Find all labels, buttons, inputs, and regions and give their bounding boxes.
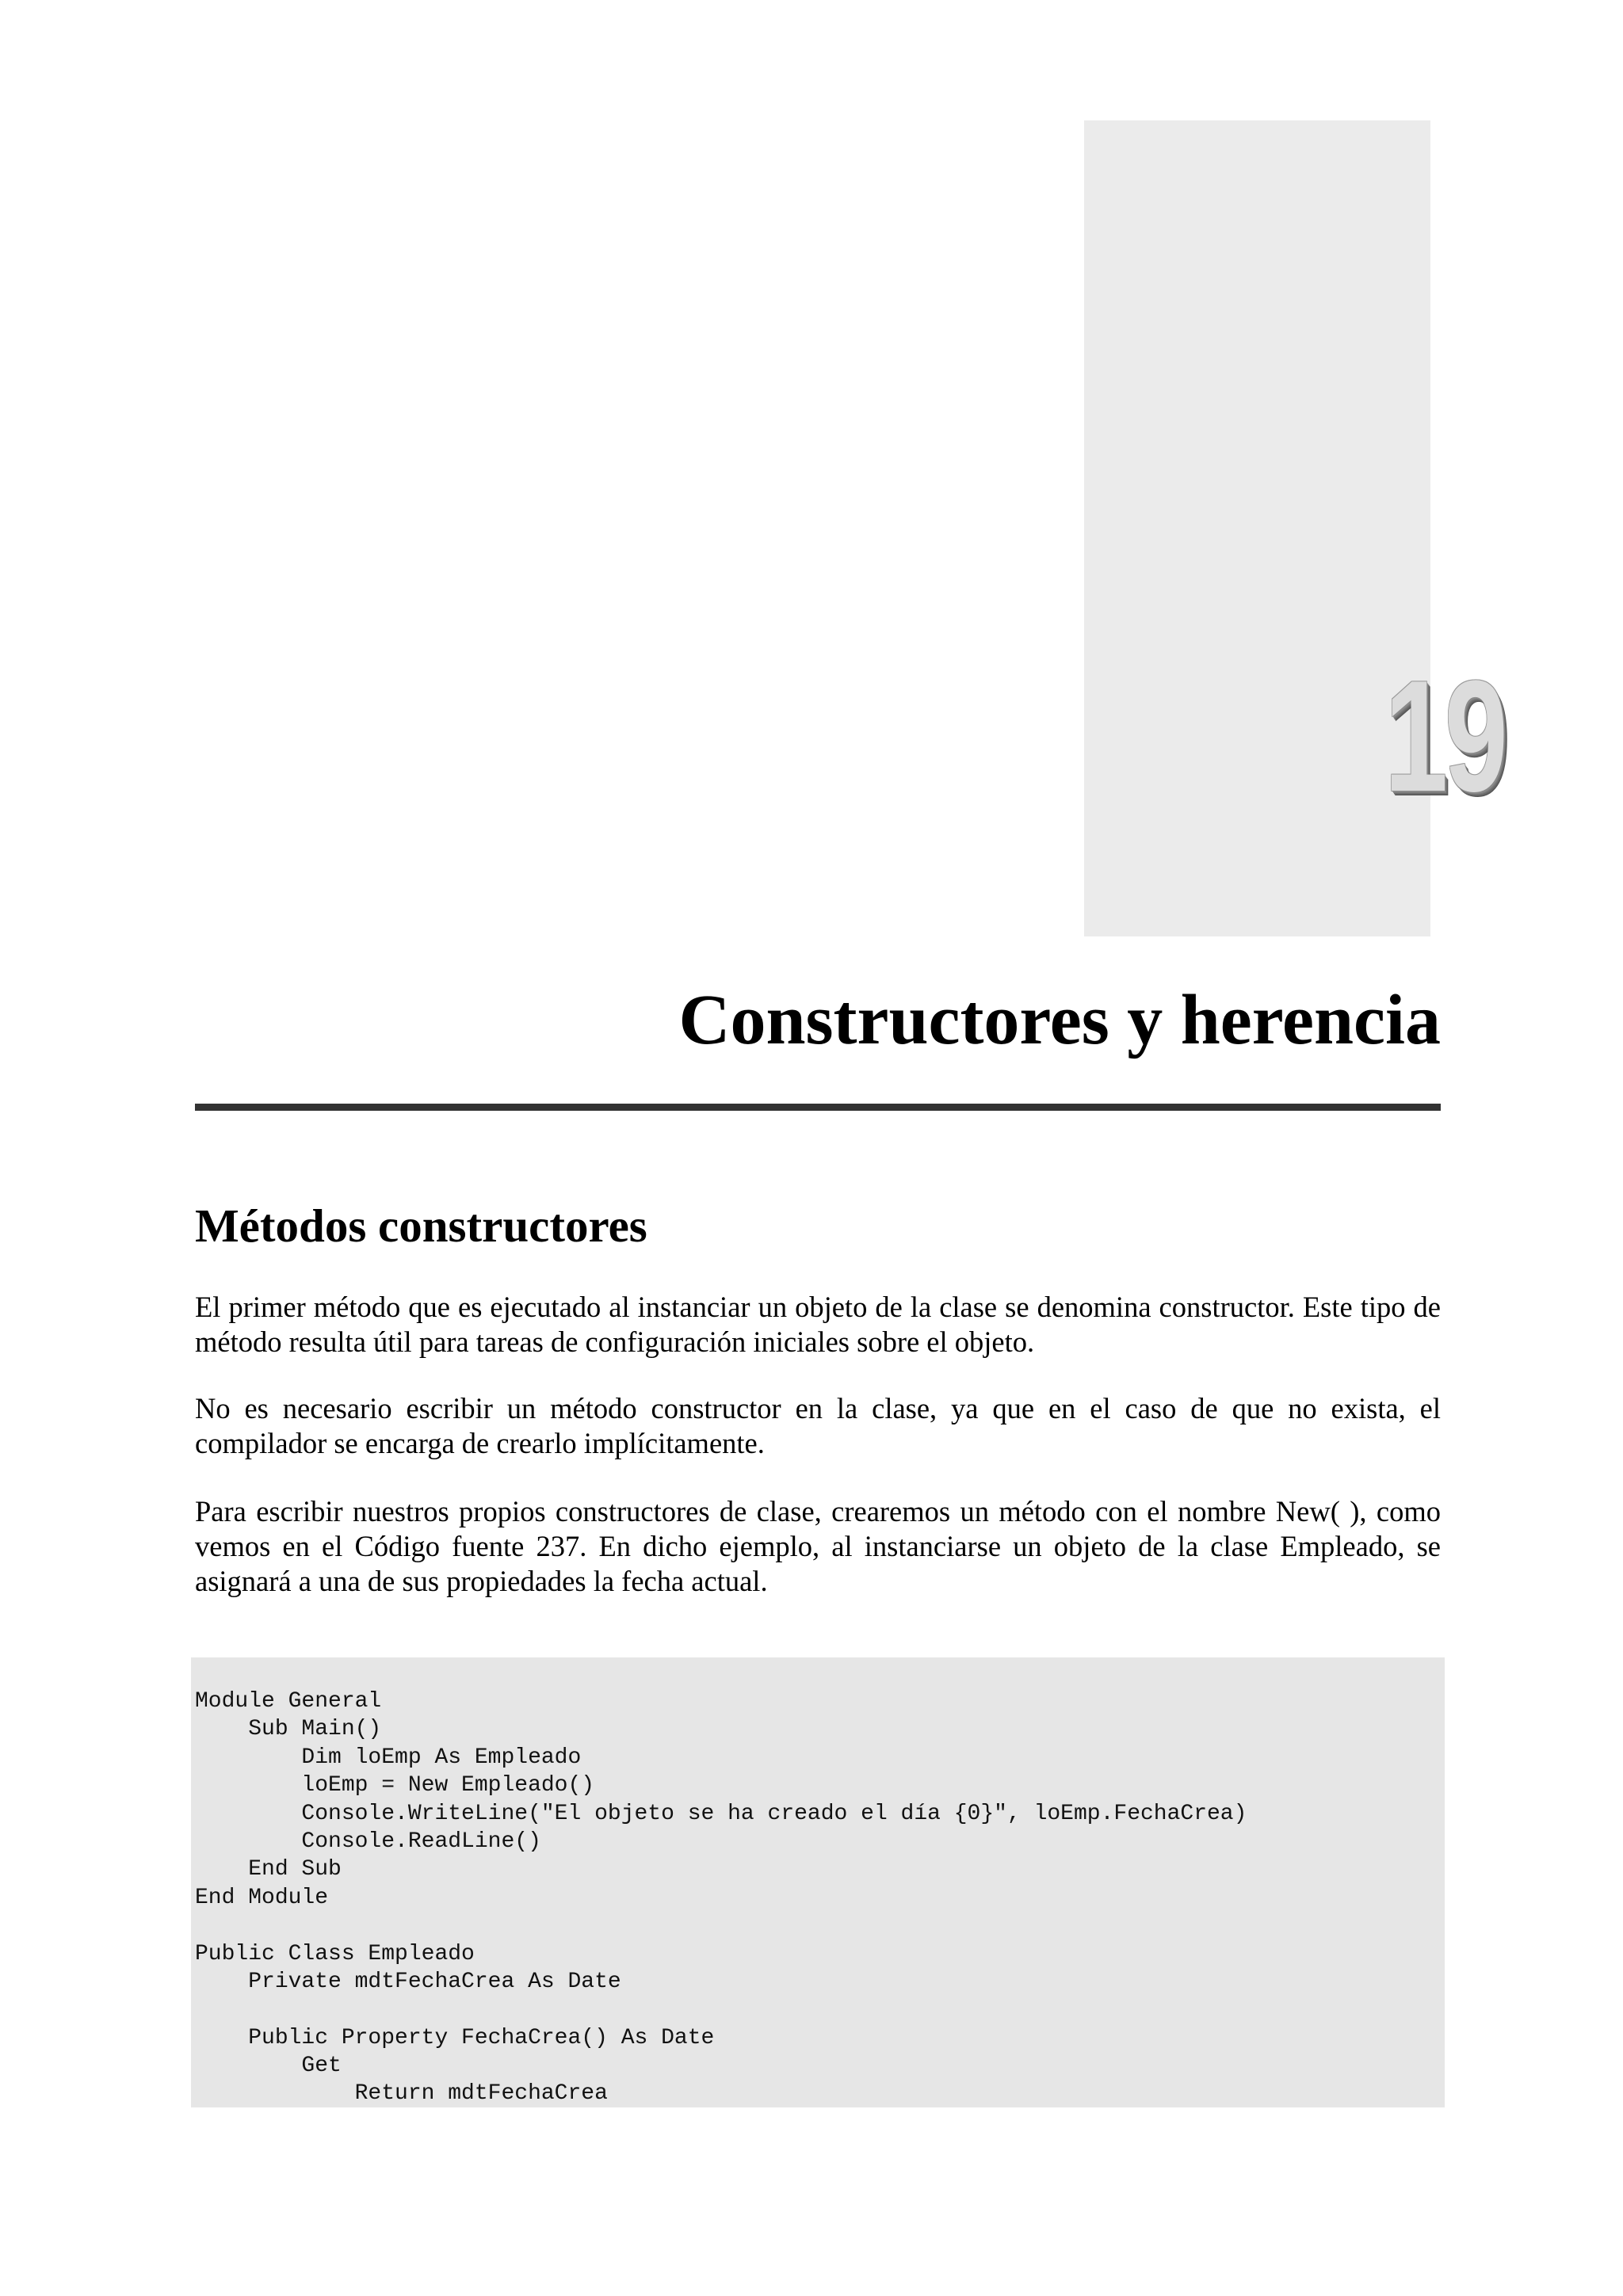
code-line: End Sub xyxy=(195,1857,342,1882)
chapter-title: Constructores y herencia xyxy=(678,981,1441,1059)
body-paragraph-1: El primer método que es ejecutado al instanciar un objeto de la clase se denomina constructor. Este tipo de método resulta útil para tareas de configuración iniciales sobre el objeto. xyxy=(195,1291,1441,1358)
code-line xyxy=(195,1996,1247,2023)
code-line: Public Property FechaCrea() As Date xyxy=(195,2025,715,2050)
code-line: Console.WriteLine("El objeto se ha creado el día {0}", loEmp.FechaCrea) xyxy=(195,1801,1247,1826)
section-heading: Métodos constructores xyxy=(195,1199,647,1252)
code-listing xyxy=(191,1657,1445,2107)
body-paragraph-2: No es necesario escribir un método constructor en la clase, ya que en el caso de que no exista, el compilador se encarga de crearlo implícitamente. xyxy=(195,1392,1441,1459)
code-line: loEmp = New Empleado() xyxy=(195,1773,595,1798)
code-line: End Module xyxy=(195,1885,329,1910)
code-line xyxy=(195,1912,1247,1939)
code-line: Dim loEmp As Empleado xyxy=(195,1745,582,1770)
title-divider xyxy=(195,1104,1441,1111)
chapter-number: 19 xyxy=(1384,648,1504,825)
code-block xyxy=(195,1688,1247,2107)
body-paragraph-3: Para escribir nuestros propios constructores de clase, crearemos un método con el nombre New( ), como vemos en el Código fuente 237. En dicho ejemplo, al instanciarse un objeto de la clase Empleado, se asignará a una de sus propiedades la fecha actual. xyxy=(195,1495,1441,1597)
code-line: Public Class Empleado xyxy=(195,1941,475,1966)
code-line: Get xyxy=(195,2054,342,2079)
code-line: Console.ReadLine() xyxy=(195,1829,541,1854)
code-line: Private mdtFechaCrea As Date xyxy=(195,1969,621,1994)
code-line: Module General xyxy=(195,1689,382,1714)
code-line: Return mdtFechaCrea xyxy=(195,2081,608,2107)
code-line: Sub Main() xyxy=(195,1717,382,1742)
chapter-number-box xyxy=(1084,120,1430,936)
